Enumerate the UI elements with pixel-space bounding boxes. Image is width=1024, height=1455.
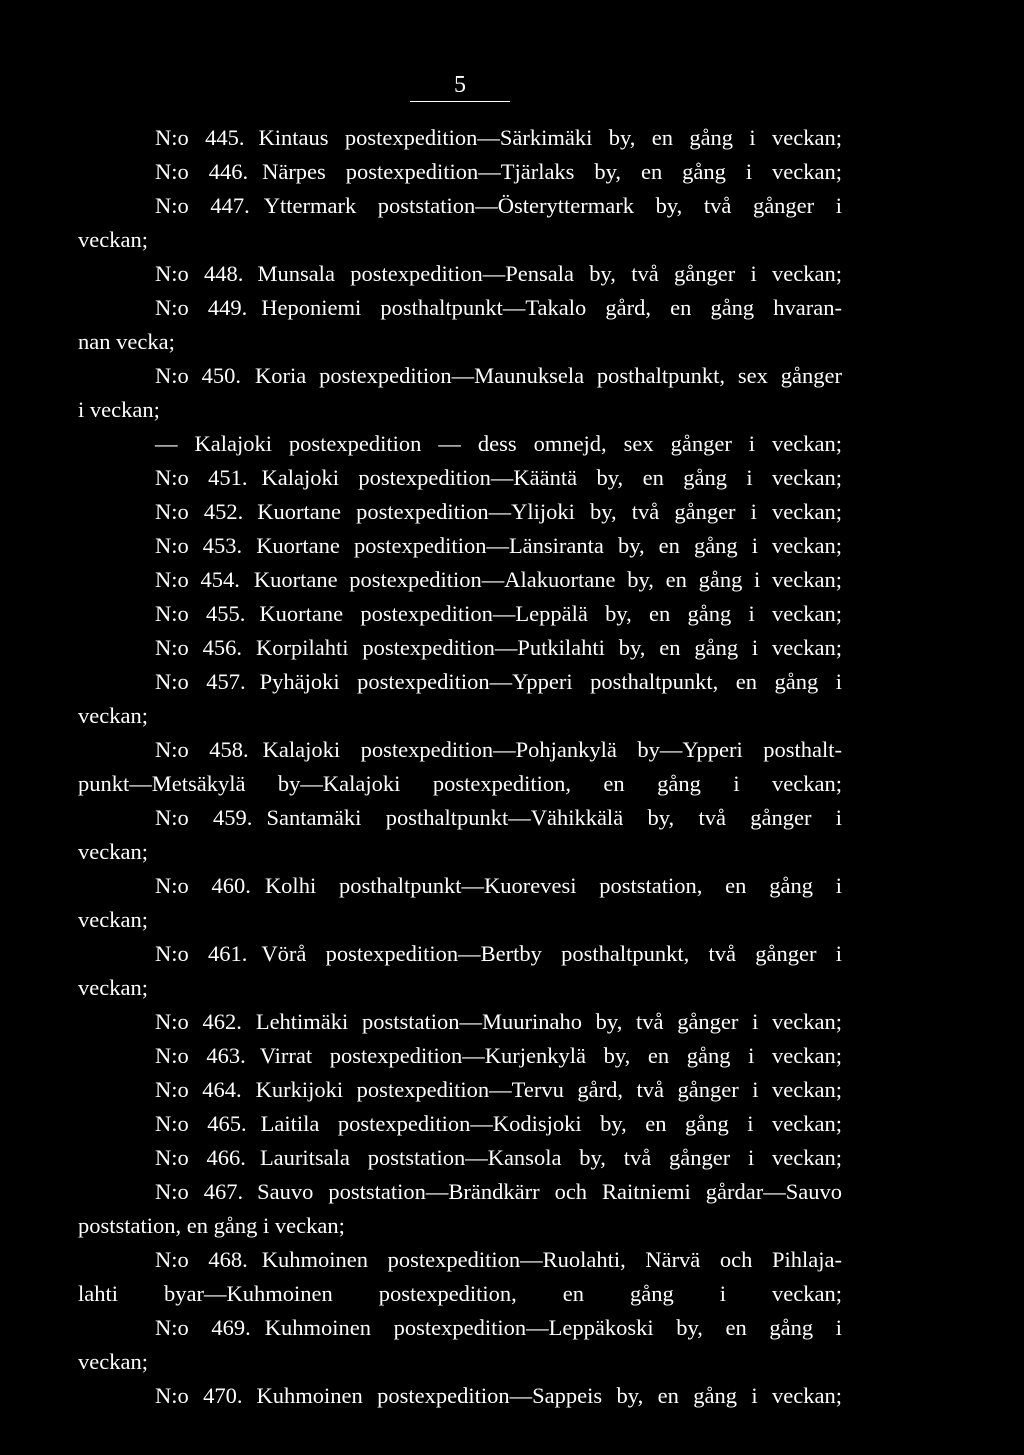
entry-number: N:o 460. <box>155 873 251 898</box>
entry-number: N:o 467. <box>155 1179 244 1204</box>
entry-text: Kuortane postexpedition—Alakuortane by, en gång i veckan; <box>253 567 842 592</box>
entry-number: N:o 449. <box>155 295 248 320</box>
text-line <box>78 835 842 869</box>
entry-text: Laitila postexpedition—Kodisjoki by, en gång i veckan; <box>260 1111 842 1136</box>
entry-number: N:o 452. <box>155 499 244 524</box>
text-line <box>78 1107 842 1141</box>
entry-text: Santamäki posthaltpunkt—Vähikkälä by, två gånger i <box>266 805 842 830</box>
entry-text: Yttermark poststation—Österyttermark by, två gånger i <box>263 193 842 218</box>
text-line <box>78 1175 842 1209</box>
text-line <box>78 257 842 291</box>
entry-text: — Kalajoki postexpedition — dess omnejd, sex gånger i veckan; <box>155 431 842 456</box>
text-line <box>78 427 842 461</box>
entry-text: Lauritsala poststation—Kansola by, två gånger i veckan; <box>259 1145 842 1170</box>
text-line <box>78 1209 842 1243</box>
text-line <box>78 971 842 1005</box>
text-line <box>78 291 842 325</box>
entry-text: Sauvo poststation—Brändkärr och Raitniemi gårdar—Sauvo <box>257 1179 842 1204</box>
entry-number: N:o 457. <box>155 669 246 694</box>
text-line <box>78 563 842 597</box>
entry-text: Kuortane postexpedition—Ylijoki by, två gånger i veckan; <box>257 499 842 524</box>
text-line <box>78 325 842 359</box>
page-number: 5 <box>454 72 466 98</box>
entry-text: Kuhmoinen postexpedition—Ruolahti, Närvä och Pihlaja- <box>261 1247 842 1272</box>
entry-text: Kuhmoinen postexpedition—Leppäkoski by, en gång i <box>264 1315 842 1340</box>
text-line <box>78 155 842 189</box>
entry-text: Korpilahti postexpedition—Putkilahti by, en gång i veckan; <box>256 635 842 660</box>
entry-text: veckan; <box>78 1349 148 1374</box>
text-line <box>78 1005 842 1039</box>
entry-number: N:o 453. <box>155 533 243 558</box>
entry-number: N:o 450. <box>155 363 241 388</box>
text-line <box>78 359 842 393</box>
text-line <box>78 461 842 495</box>
text-line <box>78 699 842 733</box>
entry-number: N:o 455. <box>155 601 246 626</box>
entry-text: Kuhmoinen postexpedition—Sappeis by, en gång i veckan; <box>256 1383 842 1408</box>
entry-number: N:o 466. <box>155 1145 246 1170</box>
entry-number: N:o 456. <box>155 635 242 660</box>
entry-number: N:o 462. <box>155 1009 242 1034</box>
entry-number: N:o 469. <box>155 1315 251 1340</box>
entry-number: N:o 459. <box>155 805 253 830</box>
entry-text: poststation, en gång i veckan; <box>78 1213 345 1238</box>
entry-text: Virrat postexpedition—Kurjenkylä by, en gång i veckan; <box>259 1043 842 1068</box>
text-line <box>78 1379 842 1413</box>
entry-number: N:o 451. <box>155 465 248 490</box>
text-line <box>78 393 842 427</box>
text-line <box>78 869 842 903</box>
entry-text: Kuortane postexpedition—Leppälä by, en gång i veckan; <box>259 601 842 626</box>
entry-text: Kalajoki postexpedition—Kääntä by, en gång i veckan; <box>261 465 842 490</box>
entry-text: Kalajoki postexpedition—Pohjankylä by—Ypperi posthalt- <box>262 737 842 762</box>
entry-number: N:o 463. <box>155 1043 246 1068</box>
text-line <box>78 189 842 223</box>
text-line <box>78 1039 842 1073</box>
text-line <box>78 801 842 835</box>
text-line <box>78 903 842 937</box>
text-line <box>78 1277 842 1311</box>
entry-number: N:o 448. <box>155 261 244 286</box>
text-line <box>78 631 842 665</box>
entry-text: nan vecka; <box>78 329 175 354</box>
text-line <box>78 937 842 971</box>
document-body <box>78 121 842 1413</box>
entry-number: N:o 454. <box>155 567 240 592</box>
text-line <box>78 665 842 699</box>
text-line <box>78 1141 842 1175</box>
entry-number: N:o 447. <box>155 193 250 218</box>
entry-number: N:o 445. <box>155 125 245 150</box>
entry-number: N:o 461. <box>155 941 248 966</box>
entry-text: Munsala postexpedition—Pensala by, två gånger i veckan; <box>257 261 842 286</box>
entry-text: Kurkijoki postexpedition—Tervu gård, två gånger i veckan; <box>255 1077 842 1102</box>
text-line <box>78 121 842 155</box>
entry-text: veckan; <box>78 975 148 1000</box>
text-line <box>78 1243 842 1277</box>
entry-text: lahti byar—Kuhmoinen postexpedition, en gång i veckan; <box>78 1281 842 1306</box>
text-line <box>78 1311 842 1345</box>
entry-text: veckan; <box>78 227 148 252</box>
text-line <box>78 529 842 563</box>
entry-text: veckan; <box>78 907 148 932</box>
entry-text: Heponiemi posthaltpunkt—Takalo gård, en gång hvaran- <box>261 295 842 320</box>
text-line <box>78 1345 842 1379</box>
entry-text: Pyhäjoki postexpedition—Ypperi posthaltpunkt, en gång i <box>259 669 842 694</box>
entry-text: Vörå postexpedition—Bertby posthaltpunkt, två gånger i <box>261 941 842 966</box>
entry-number: N:o 468. <box>155 1247 248 1272</box>
entry-number: N:o 464. <box>155 1077 242 1102</box>
entry-text: Kintaus postexpedition—Särkimäki by, en gång i veckan; <box>258 125 842 150</box>
entry-text: punkt—Metsäkylä by—Kalajoki postexpedition, en gång i veckan; <box>78 771 842 796</box>
entry-number: N:o 470. <box>155 1383 243 1408</box>
entry-number: N:o 446. <box>155 159 249 184</box>
entry-text: Närpes postexpedition—Tjärlaks by, en gång i veckan; <box>262 159 842 184</box>
entry-text: Kuortane postexpedition—Länsiranta by, en gång i veckan; <box>256 533 842 558</box>
text-line <box>78 495 842 529</box>
entry-number: N:o 458. <box>155 737 249 762</box>
entry-text: veckan; <box>78 839 148 864</box>
text-line <box>78 767 842 801</box>
text-line <box>78 597 842 631</box>
page-number-rule <box>410 101 510 102</box>
text-line <box>78 223 842 257</box>
text-line <box>78 733 842 767</box>
entry-number: N:o 465. <box>155 1111 247 1136</box>
entry-text: i veckan; <box>78 397 160 422</box>
entry-text: Kolhi posthaltpunkt—Kuorevesi poststation, en gång i <box>264 873 842 898</box>
text-line <box>78 1073 842 1107</box>
entry-text: Koria postexpedition—Maunuksela posthaltpunkt, sex gånger <box>255 363 842 388</box>
entry-text: veckan; <box>78 703 148 728</box>
entry-text: Lehtimäki poststation—Muurinaho by, två gånger i veckan; <box>255 1009 842 1034</box>
